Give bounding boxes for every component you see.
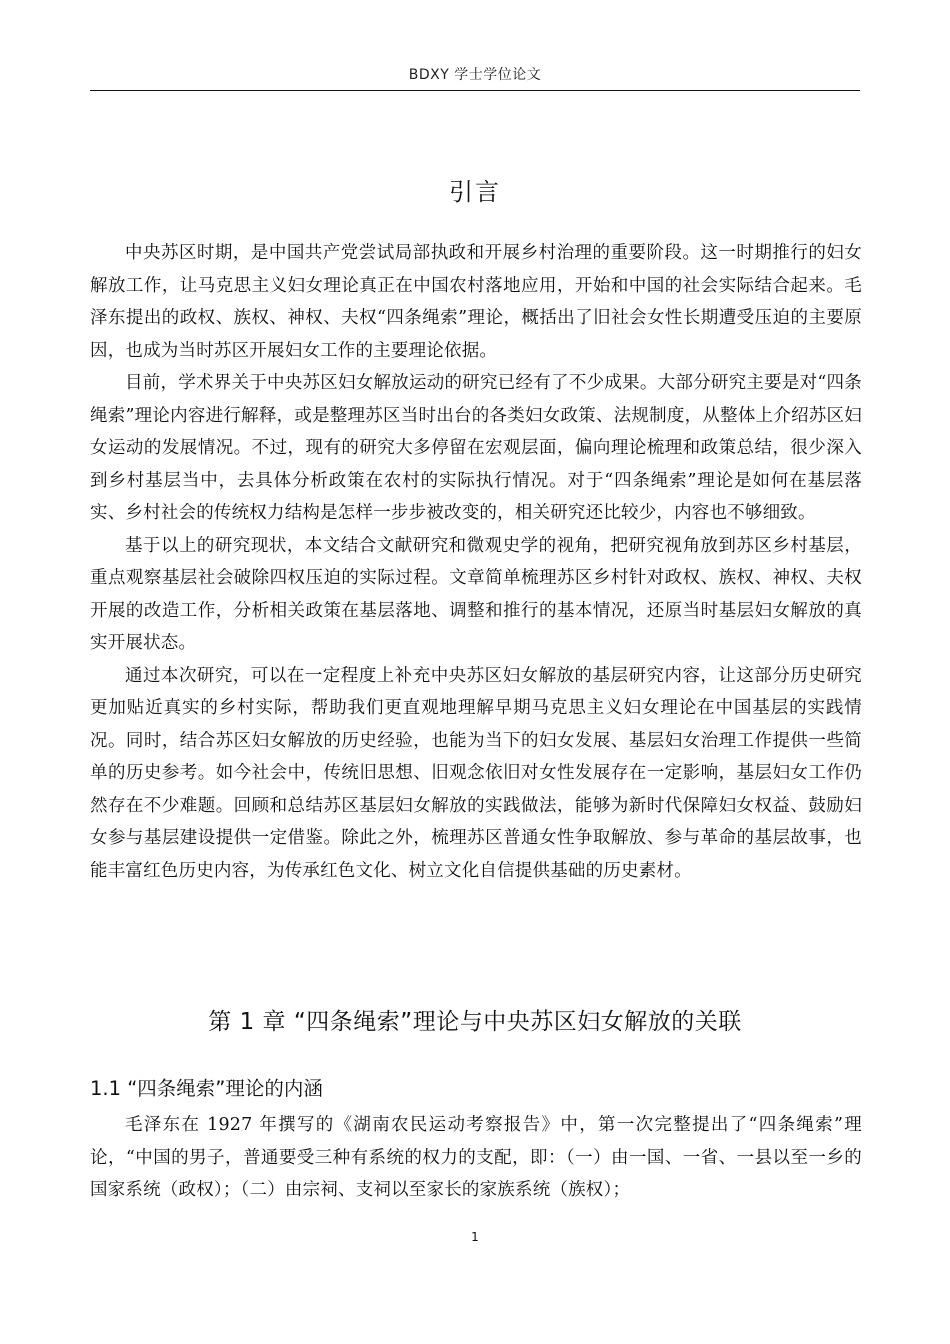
- section-title: 1.1 “四条绳索”理论的内涵: [90, 1077, 323, 1100]
- intro-paragraph-3: 基于以上的研究现状，本文结合文献研究和微观史学的视角，把研究视角放到苏区乡村基层，重点观察基层社会破除四权压迫的实际过程。文章简单梳理苏区乡村针对政权、族权、神权、夫权开展的改造工作，分析相关政策在基层落地、调整和推行的基本情况，还原当时基层妇女解放的真实开展状态。: [90, 535, 862, 653]
- page-number: 1: [471, 1230, 479, 1244]
- intro-body: [90, 237, 862, 887]
- section-paragraph-1: 毛泽东在 1927 年撰写的《湖南农民运动考察报告》中，第一次完整提出了“四条绳索”理论，“中国的男子，普通要受三种有系统的权力的支配，即：（一）由一国、一省、一县以至一乡的国家系统（政权）；（二）由宗祠、支祠以至家长的家族系统（族权）；: [90, 1115, 862, 1200]
- header-divider: [90, 90, 860, 91]
- section-body: [90, 1109, 862, 1207]
- intro-paragraph-4: 通过本次研究，可以在一定程度上补充中央苏区妇女解放的基层研究内容，让这部分历史研究更加贴近真实的乡村实际，帮助我们更直观地理解早期马克思主义妇女理论在中国基层的实践情况。同时，结合苏区妇女解放的历史经验，也能为当下的妇女发展、基层妇女治理工作提供一些简单的历史参考。如今社会中，传统旧思想、旧观念依旧对女性发展存在一定影响，基层妇女工作仍然存在不少难题。回顾和总结苏区基层妇女解放的实践做法，能够为新时代保障妇女权益、鼓励妇女参与基层建设提供一定借鉴。除此之外，梳理苏区普通女性争取解放、参与革命的基层故事，也能丰富红色历史内容，为传承红色文化、树立文化自信提供基础的历史素材。: [90, 665, 862, 881]
- page-header: BDXY 学士学位论文: [408, 67, 542, 83]
- intro-paragraph-2: 目前，学术界关于中央苏区妇女解放运动的研究已经有了不少成果。大部分研究主要是对“四条绳索”理论内容进行解释，或是整理苏区当时出台的各类妇女政策、法规制度，从整体上介绍苏区妇女运动的发展情况。不过，现有的研究大多停留在宏观层面，偏向理论梳理和政策总结，很少深入到乡村基层当中，去具体分析政策在农村的实际执行情况。对于“四条绳索”理论是如何在基层落实、乡村社会的传统权力结构是怎样一步步被改变的，相关研究还比较少，内容也不够细致。: [90, 373, 862, 523]
- intro-paragraph-1: 中央苏区时期，是中国共产党尝试局部执政和开展乡村治理的重要阶段。这一时期推行的妇女解放工作，让马克思主义妇女理论真正在中国农村落地应用，开始和中国的社会实际结合起来。毛泽东提出的政权、族权、神权、夫权“四条绳索”理论，概括出了旧社会女性长期遭受压迫的主要原因，也成为当时苏区开展妇女工作的主要理论依据。: [90, 243, 862, 361]
- chapter-title: 第 1 章 “四条绳索”理论与中央苏区妇女解放的关联: [208, 1009, 742, 1035]
- intro-title: 引言: [449, 178, 501, 206]
